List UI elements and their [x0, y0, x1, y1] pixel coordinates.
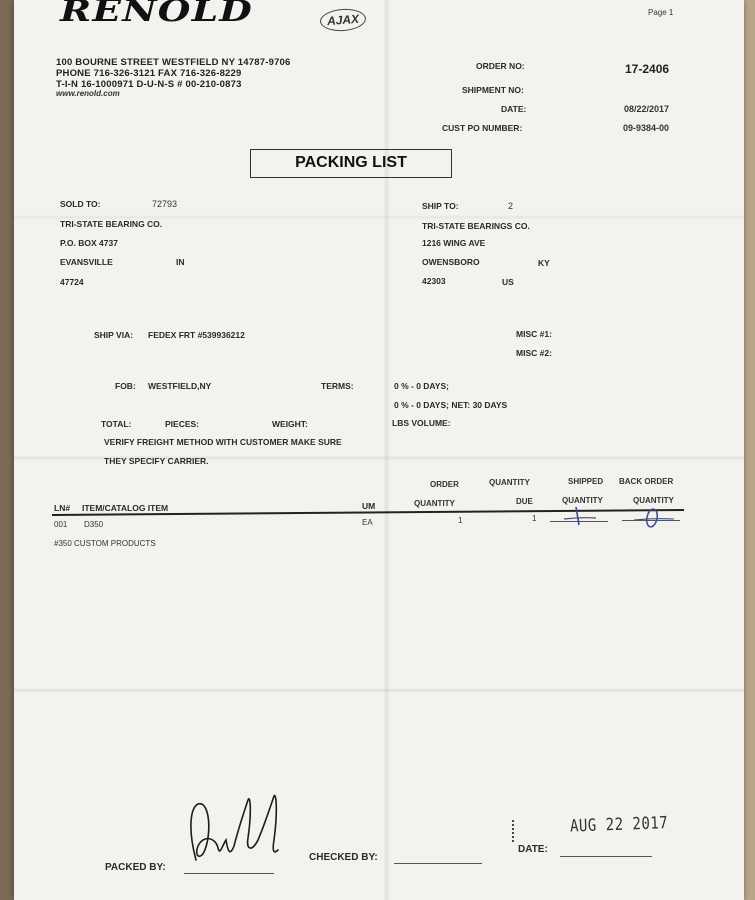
ship-to-zip: 42303 — [422, 276, 446, 286]
packing-list-document — [14, 0, 744, 900]
lbs-volume-label: LBS VOLUME: — [392, 418, 451, 428]
company-address: 100 BOURNE STREET WESTFIELD NY 14787-9706 — [56, 57, 291, 68]
shipment-no-label: SHIPMENT NO: — [462, 85, 524, 95]
date-label: DATE: — [501, 104, 527, 114]
sold-to-name: TRI-STATE BEARING CO. — [60, 219, 163, 229]
row-um: EA — [362, 518, 373, 527]
renold-logo: RENOLD — [60, 0, 254, 29]
company-phone: PHONE 716-326-3121 FAX 716-326-8229 — [56, 68, 242, 79]
col-order-qty-2: QUANTITY — [414, 499, 455, 508]
col-shipped-1: SHIPPED — [568, 477, 604, 486]
document-title: PACKING LIST — [250, 149, 452, 178]
col-um: UM — [362, 501, 376, 511]
row-note: #350 CUSTOM PRODUCTS — [54, 539, 156, 548]
pieces-label: PIECES: — [165, 419, 200, 429]
sold-to-state: IN — [176, 257, 185, 267]
col-item: ITEM/CATALOG ITEM — [82, 503, 169, 513]
footer-date-label: DATE: — [518, 844, 548, 855]
ship-to-number: 2 — [508, 201, 514, 211]
misc1-label: MISC #1: — [516, 329, 552, 339]
order-no-value: 17-2406 — [625, 62, 670, 76]
ship-to-city: OWENSBORO — [422, 257, 480, 267]
row-qty-due: 1 — [532, 514, 537, 523]
ship-to-label: SHIP TO: — [422, 201, 459, 211]
ship-to-state: KY — [538, 258, 550, 268]
date-value: 08/22/2017 — [624, 104, 670, 114]
sold-to-number: 72793 — [152, 199, 178, 209]
cust-po-label: CUST PO NUMBER: — [442, 123, 523, 133]
sold-to-zip: 47724 — [60, 277, 84, 287]
col-ln: LN# — [54, 503, 71, 513]
packed-by-label: PACKED BY: — [105, 862, 166, 873]
freight-note-line1: VERIFY FREIGHT METHOD WITH CUSTOMER MAKE SURE — [104, 437, 342, 447]
sold-to-city: EVANSVILLE — [60, 257, 113, 267]
footer-date-line — [560, 856, 652, 857]
terms-line1: 0 % - 0 DAYS; — [394, 381, 449, 391]
page-number: Page 1 — [648, 8, 674, 17]
weight-label: WEIGHT: — [272, 419, 308, 429]
handwritten-shipped-qty — [562, 503, 602, 529]
packed-by-line — [184, 873, 274, 874]
row-ln: 001 — [54, 520, 68, 529]
row-order-qty: 1 — [458, 516, 463, 525]
order-no-label: ORDER NO: — [476, 61, 525, 71]
fob-value: WESTFIELD,NY — [148, 381, 212, 391]
checked-by-label: CHECKED BY: — [309, 852, 378, 863]
company-website: www.renold.com — [56, 89, 120, 98]
fob-label: FOB: — [115, 381, 136, 391]
terms-label: TERMS: — [321, 381, 354, 391]
ship-to-country: US — [502, 277, 514, 287]
col-shipped-2: QUANTITY — [562, 496, 603, 505]
terms-line2: 0 % - 0 DAYS; NET: 30 DAYS — [394, 400, 508, 410]
col-back-2: QUANTITY — [633, 496, 674, 505]
col-due-2: DUE — [516, 497, 533, 506]
ship-to-line1: 1216 WING AVE — [422, 238, 486, 248]
col-back-1: BACK ORDER — [619, 477, 674, 486]
stamp-mark — [512, 820, 514, 842]
packed-by-signature — [182, 790, 282, 870]
misc2-label: MISC #2: — [516, 348, 552, 358]
sold-to-line1: P.O. BOX 4737 — [60, 238, 118, 248]
checked-by-line — [394, 863, 482, 864]
handwritten-back-order-qty — [634, 506, 674, 530]
company-tin: T-I-N 16-1000971 D-U-N-S # 00-210-0873 — [56, 79, 242, 90]
ajax-logo: AJAX — [319, 7, 366, 32]
sold-to-label: SOLD TO: — [60, 199, 101, 209]
row-item: D350 — [84, 520, 104, 529]
col-due-1: QUANTITY — [489, 478, 530, 487]
cust-po-value: 09-9384-00 — [623, 123, 670, 133]
col-order-qty-1: ORDER — [430, 480, 459, 489]
ship-via-value: FEDEX FRT #539936212 — [148, 330, 245, 340]
ship-via-label: SHIP VIA: — [94, 330, 134, 340]
date-stamp: AUG 22 2017 — [569, 813, 669, 837]
total-label: TOTAL: — [101, 419, 132, 429]
ship-to-name: TRI-STATE BEARINGS CO. — [422, 221, 530, 231]
freight-note-line2: THEY SPECIFY CARRIER. — [104, 456, 209, 466]
